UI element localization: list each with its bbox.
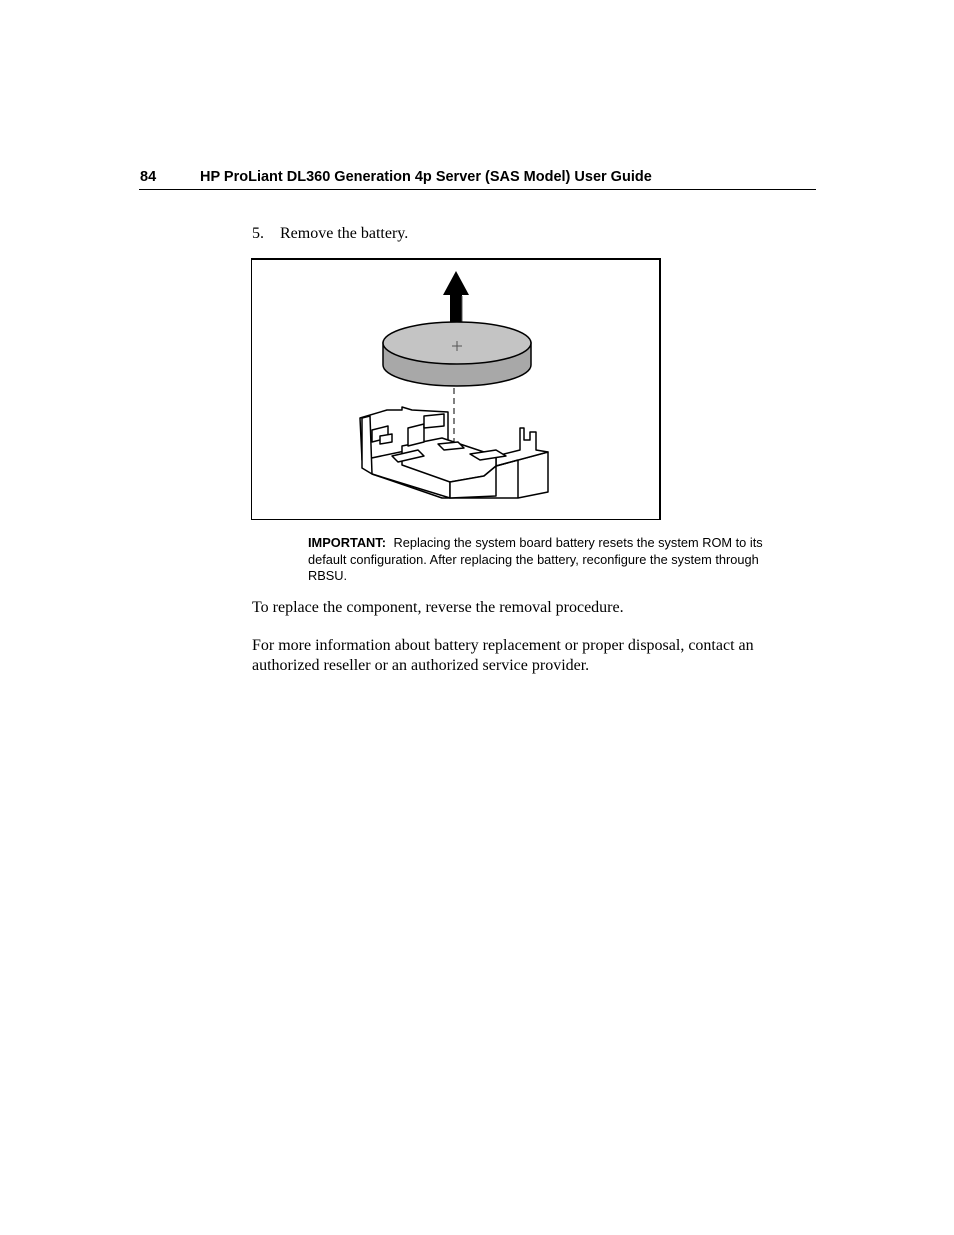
important-note xyxy=(308,535,768,585)
important-label: IMPORTANT: xyxy=(308,535,386,550)
page-number: 84 xyxy=(140,169,157,185)
body-paragraph: To replace the component, reverse the removal procedure. xyxy=(252,599,624,616)
procedure-step xyxy=(252,225,408,243)
step-text: Remove the battery. xyxy=(280,225,409,242)
battery-removal-figure xyxy=(251,258,661,520)
body-paragraph: For more information about battery replacement or proper disposal, contact an authorized reseller or an authorized service provider. xyxy=(252,637,754,674)
coin-battery-icon xyxy=(383,322,531,386)
battery-removal-illustration xyxy=(252,260,660,518)
up-arrow-icon xyxy=(443,271,469,322)
step-number: 5. xyxy=(252,225,264,242)
document-title: HP ProLiant DL360 Generation 4p Server (SAS Model) User Guide xyxy=(200,169,652,185)
page-header xyxy=(139,168,816,190)
important-text: Replacing the system board battery resets the system ROM to its default configuration. After replacing the battery, reconfigure the system through RBSU. xyxy=(308,535,763,583)
